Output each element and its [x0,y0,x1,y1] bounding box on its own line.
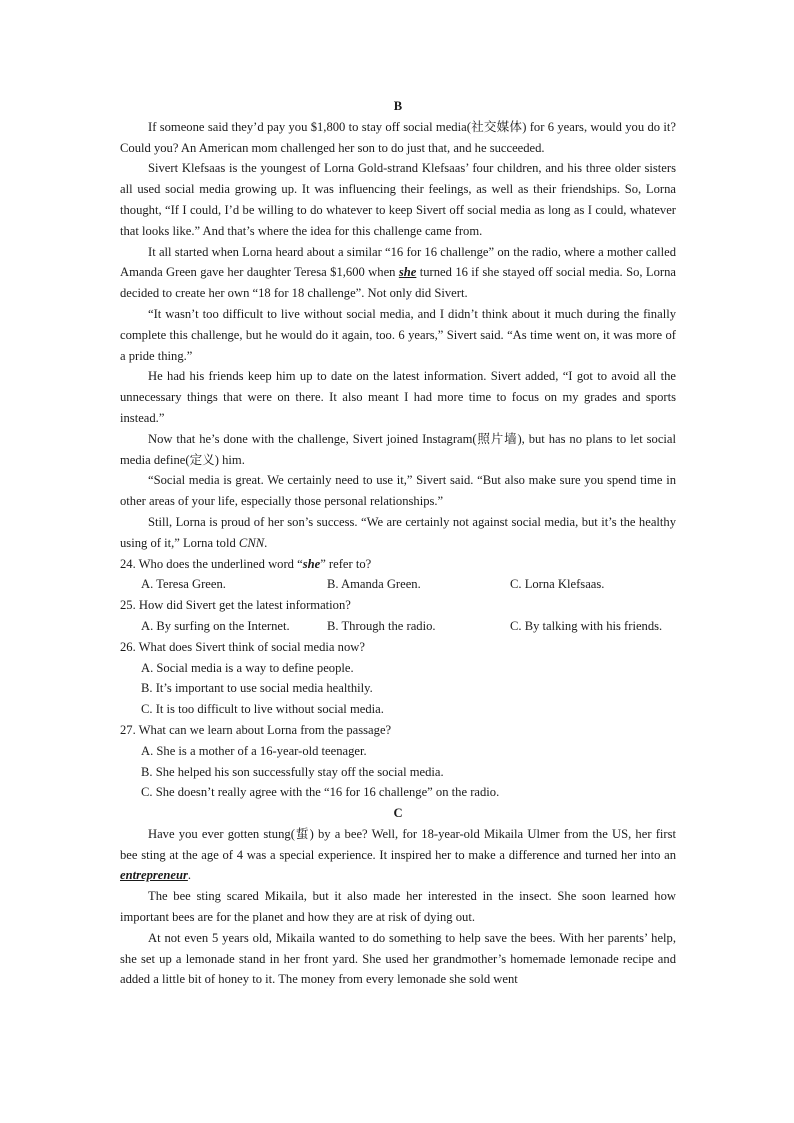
question-24-options [120,574,676,595]
section-b-heading: B [393,99,403,113]
option-c: C. Lorna Klefsaas. [510,577,605,592]
option-c: C. She doesn’t really agree with the “16 for 16 challenge” on the radio. [141,785,500,800]
question-24 [120,554,676,575]
paragraph-text: . [264,535,268,550]
underlined-word-she: she [398,265,417,280]
passage-b-paragraph-7: “Social media is great. We certainly need to use it,” Sivert said. “But also make sure you spend time in other areas of your life, especially those personal relationships.” [120,473,676,509]
question-25-options [120,616,676,637]
underlined-word-entrepreneur: entrepreneur [120,868,188,883]
option-b: B. Amanda Green. [327,577,421,592]
passage-b-paragraph-6: Now that he’s done with the challenge, Sivert joined Instagram(照片墙), but has no plans to let social media define(定义) him. [120,431,676,467]
option-a: A. By surfing on the Internet. [141,618,290,633]
passage-b-paragraph-2: Sivert Klefsaas is the youngest of Lorna Gold-strand Klefsaas’ four children, and his three older sisters all used social media growing up. It was influencing their feelings, as well as their friendships. So, Lorna thought, “If I could, I’d be willing to do whatever to keep Sivert off social media as long as I could, whatever that looks like.” And that’s where the idea for this challenge came from. [120,161,676,238]
passage-b-paragraph-3 [120,242,676,304]
passage-c-paragraph-3: At not even 5 years old, Mikaila wanted to do something to help save the bees. With her parents’ help, she set up a lemonade stand in her front yard. She used her grandmother’s homemade lemonade recipe and added a little bit of honey to it. The money from every lemonade she sold went [120,930,676,987]
paragraph-text: . [187,868,192,883]
passage-b-paragraph-1: If someone said they’d pay you $1,800 to stay off social media(社交媒体) for 6 years, would you do it? Could you? An American mom challenged her son to do just that, and he succeeded. [120,119,676,155]
section-c-heading: C [393,806,403,821]
option-b: B. Through the radio. [327,618,436,633]
cnn-italic: CNN [238,535,265,550]
question-25: 25. How did Sivert get the latest information? [120,598,351,613]
question-26: 26. What does Sivert think of social media now? [120,639,365,654]
option-a: A. Social media is a way to define people. [141,660,354,675]
option-a: A. Teresa Green. [141,577,226,592]
option-b: B. It’s important to use social media healthily. [141,681,373,696]
option-a: A. She is a mother of a 16-year-old teenager. [141,743,367,758]
option-c: C. It is too difficult to live without social media. [141,702,384,717]
option-b: B. She helped his son successfully stay off the social media. [141,764,444,779]
question-text: 24. Who does the underlined word “ [120,556,303,571]
paragraph-text: Have you ever gotten stung(蜇) by a bee? Well, for 18-year-old Mikaila Ulmer from the US, her first bee sting at the age of 4 was a special experience. It inspired her to make a difference and turned her into an [120,826,676,862]
passage-b-paragraph-5: He had his friends keep him up to date on the latest information. Sivert added, “I got to avoid all the unnecessary things that were on there. It also meant I had more time to focus on my grades and sports instead.” [120,369,676,425]
question-27: 27. What can we learn about Lorna from the passage? [120,722,392,737]
document-page [120,96,676,990]
paragraph-text: turned 16 if she stayed off social media. So, Lorna decided to create her own “18 for 18 challenge”. Not only did Sivert. [120,265,676,301]
passage-b-paragraph-4: “It wasn’t too difficult to live without social media, and I didn’t think about it much during the finally complete this challenge, but he would do it again, too. 6 years,” Sivert said. “As time went on, it was more of a pride thing.” [120,306,676,363]
passage-c-paragraph-1 [120,824,676,886]
passage-b-paragraph-8 [120,512,676,554]
paragraph-text: It all started when Lorna heard about a similar “16 for 16 challenge” on the radio, where a mother called Amanda Green gave her daughter Teresa $1,600 when [120,244,676,280]
question-text: ” refer to? [320,556,372,571]
question-keyword: she [302,556,321,571]
passage-c-paragraph-2: The bee sting scared Mikaila, but it also made her interested in the insect. She soon learned how important bees are for the planet and how they are at risk of dying out. [120,889,676,925]
paragraph-text: Still, Lorna is proud of her son’s success. “We are certainly not against social media, but it’s the healthy using of it,” Lorna told [120,514,676,550]
option-c: C. By talking with his friends. [510,618,663,633]
